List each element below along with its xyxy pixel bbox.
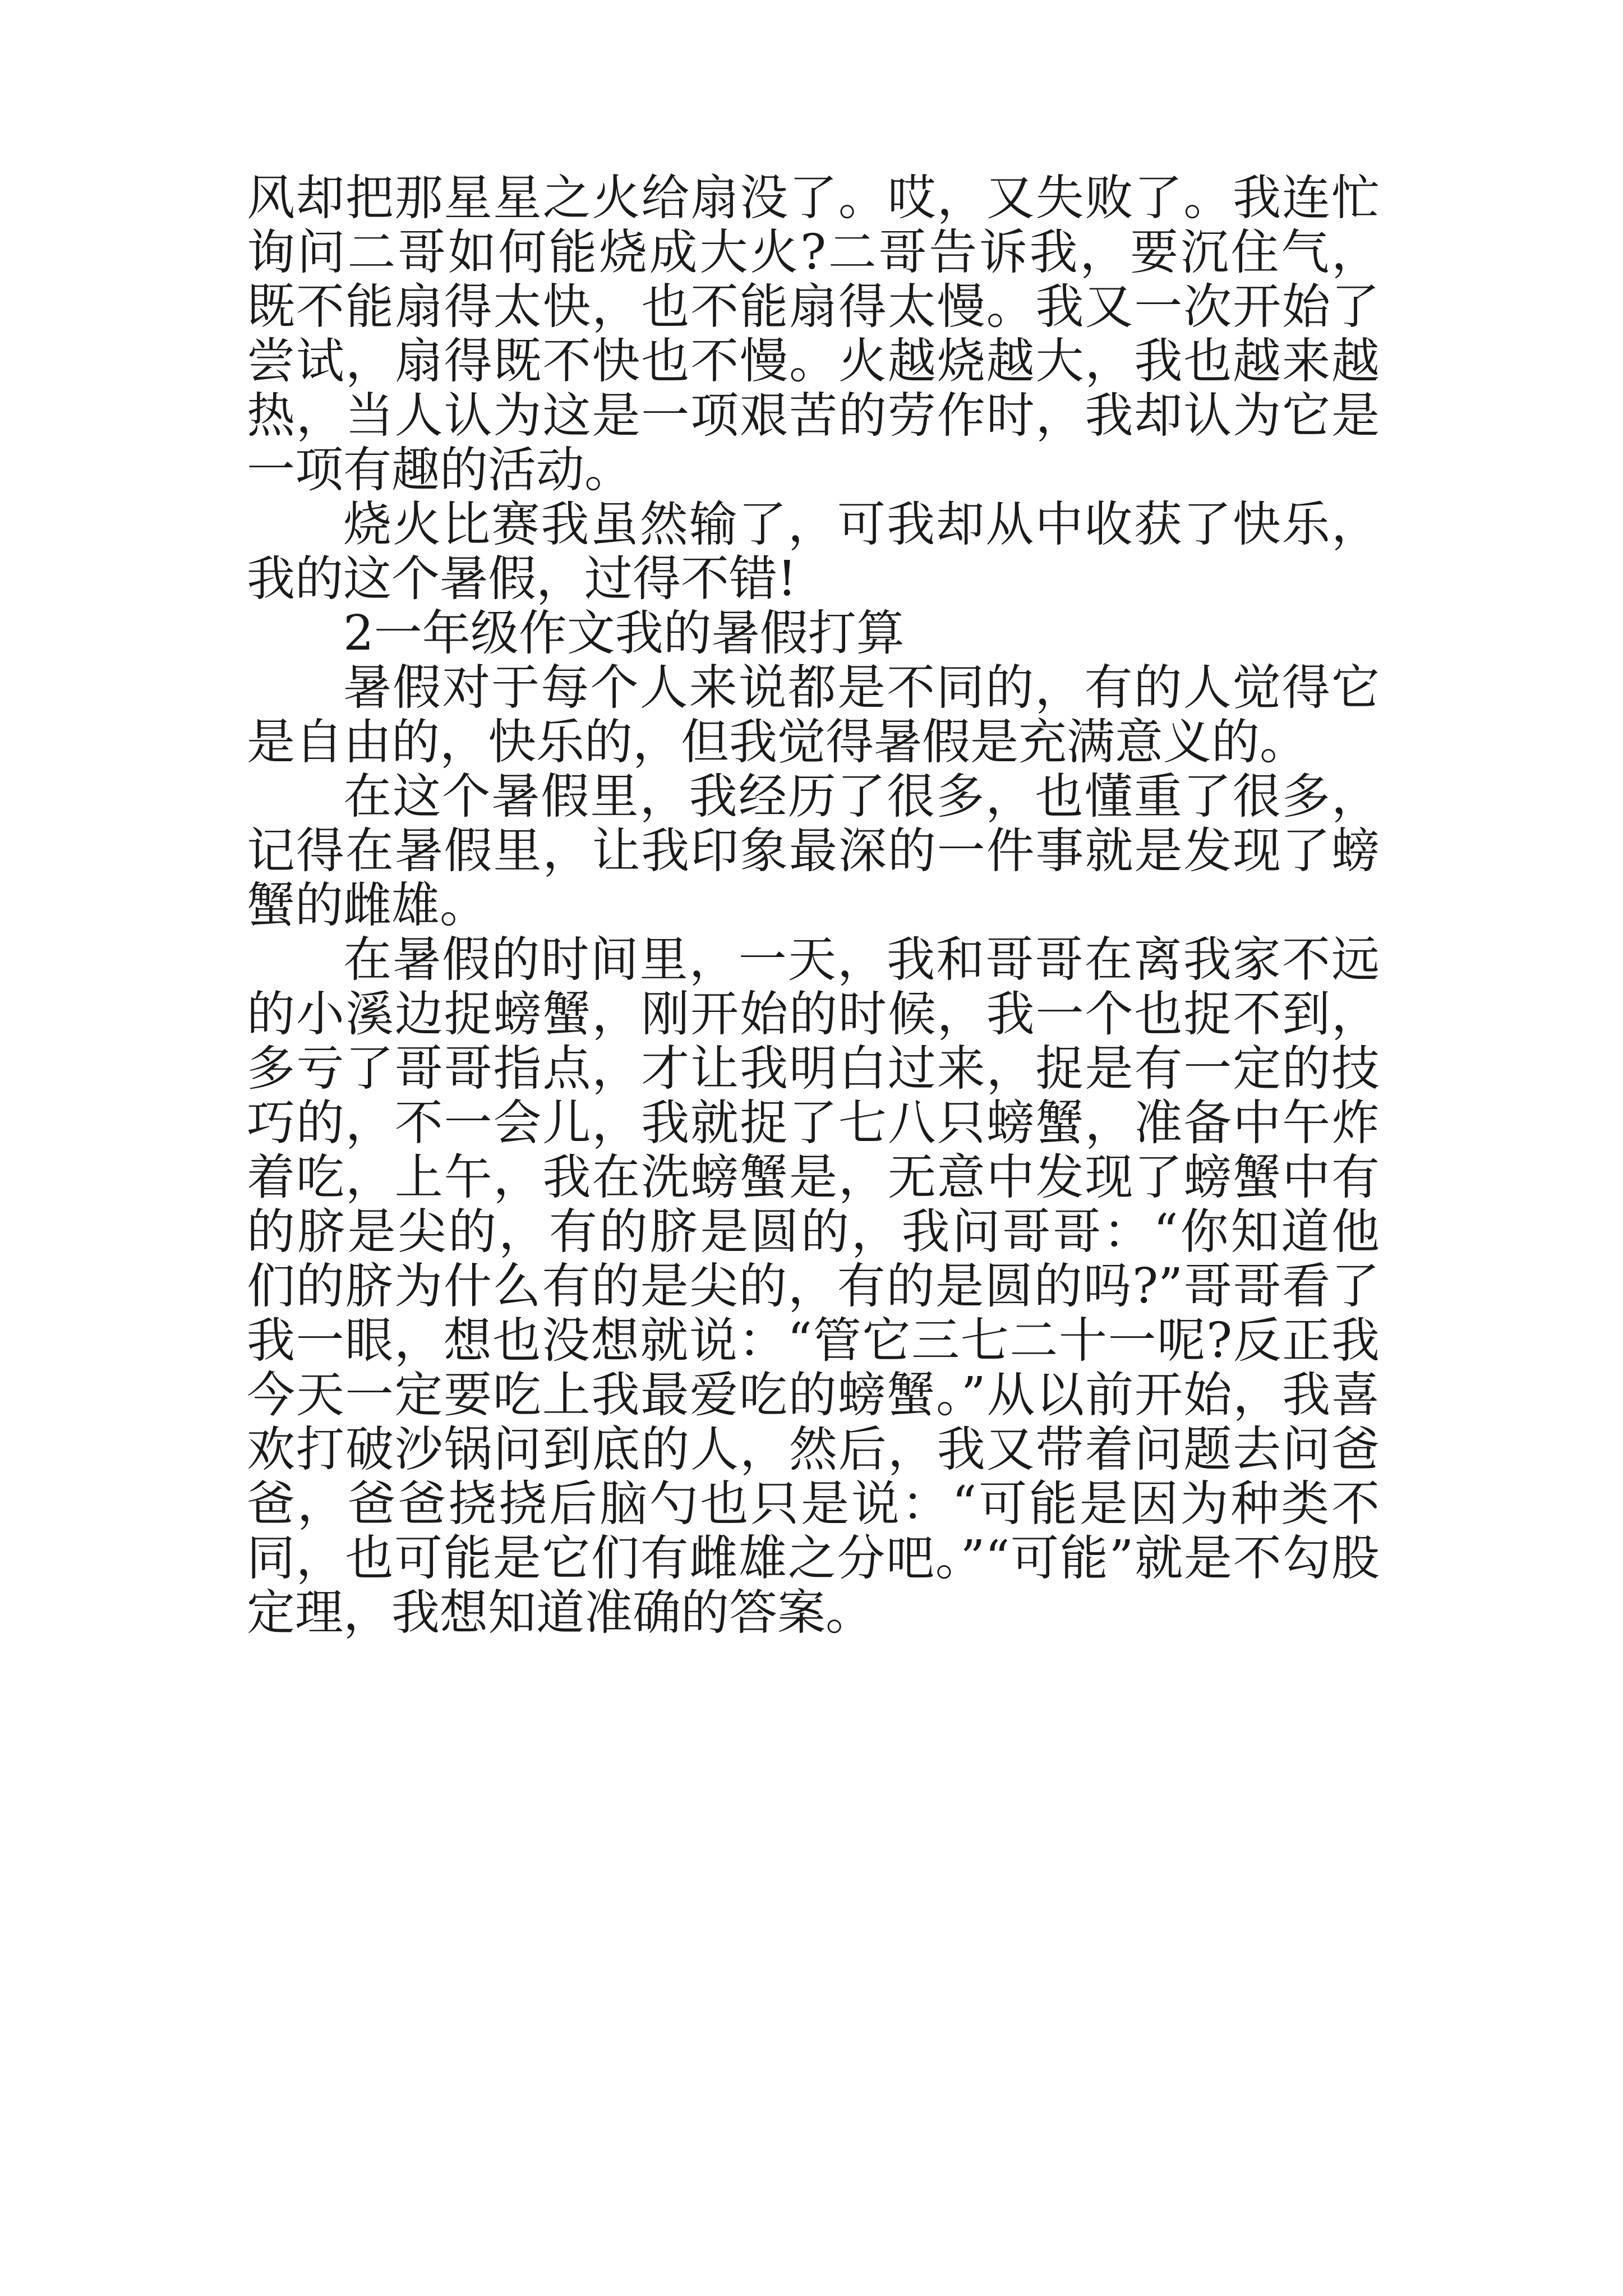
document-body xyxy=(247,171,1380,1640)
paragraph-3: 暑假对于每个人来说都是不同的，有的人觉得它是自由的，快乐的，但我觉得暑假是充满意义的。 xyxy=(247,660,1380,770)
paragraph-5: 在暑假的时间里，一天，我和哥哥在离我家不远的小溪边捉螃蟹，刚开始的时候，我一个也捉不到，多亏了哥哥指点，才让我明白过来，捉是有一定的技巧的，不一会儿，我就捉了七八只螃蟹，准备中午炸着吃，上午，我在洗螃蟹是，无意中发现了螃蟹中有的脐是尖的，有的脐是圆的，我问哥哥：“你知道他们的脐为什么有的是尖的，有的是圆的吗?”哥哥看了我一眼，想也没想就说：“管它三七二十一呢?反正我今天一定要吃上我最爱吃的螃蟹。”从以前开始，我喜欢打破沙锅问到底的人，然后，我又带着问题去问爸爸，爸爸挠挠后脑勺也只是说：“可能是因为种类不同，也可能是它们有雌雄之分吧。”“可能”就是不勾股定理，我想知道准确的答案。 xyxy=(247,932,1380,1641)
paragraph-1: 风却把那星星之火给扇没了。哎，又失败了。我连忙询问二哥如何能烧成大火?二哥告诉我，要沉住气，既不能扇得太快，也不能扇得太慢。我又一次开始了尝试，扇得既不快也不慢。火越烧越大，我也越来越热，当人认为这是一项艰苦的劳作时，我却认为它是一项有趣的活动。 xyxy=(247,170,1380,498)
paragraph-2: 烧火比赛我虽然输了，可我却从中收获了快乐，我的这个暑假，过得不错! xyxy=(247,496,1380,607)
section-heading: 2一年级作文我的暑假打算 xyxy=(343,605,905,661)
paragraph-4: 在这个暑假里，我经历了很多，也懂重了很多，记得在暑假里，让我印象最深的一件事就是发现了螃蟹的雌雄。 xyxy=(247,769,1380,933)
